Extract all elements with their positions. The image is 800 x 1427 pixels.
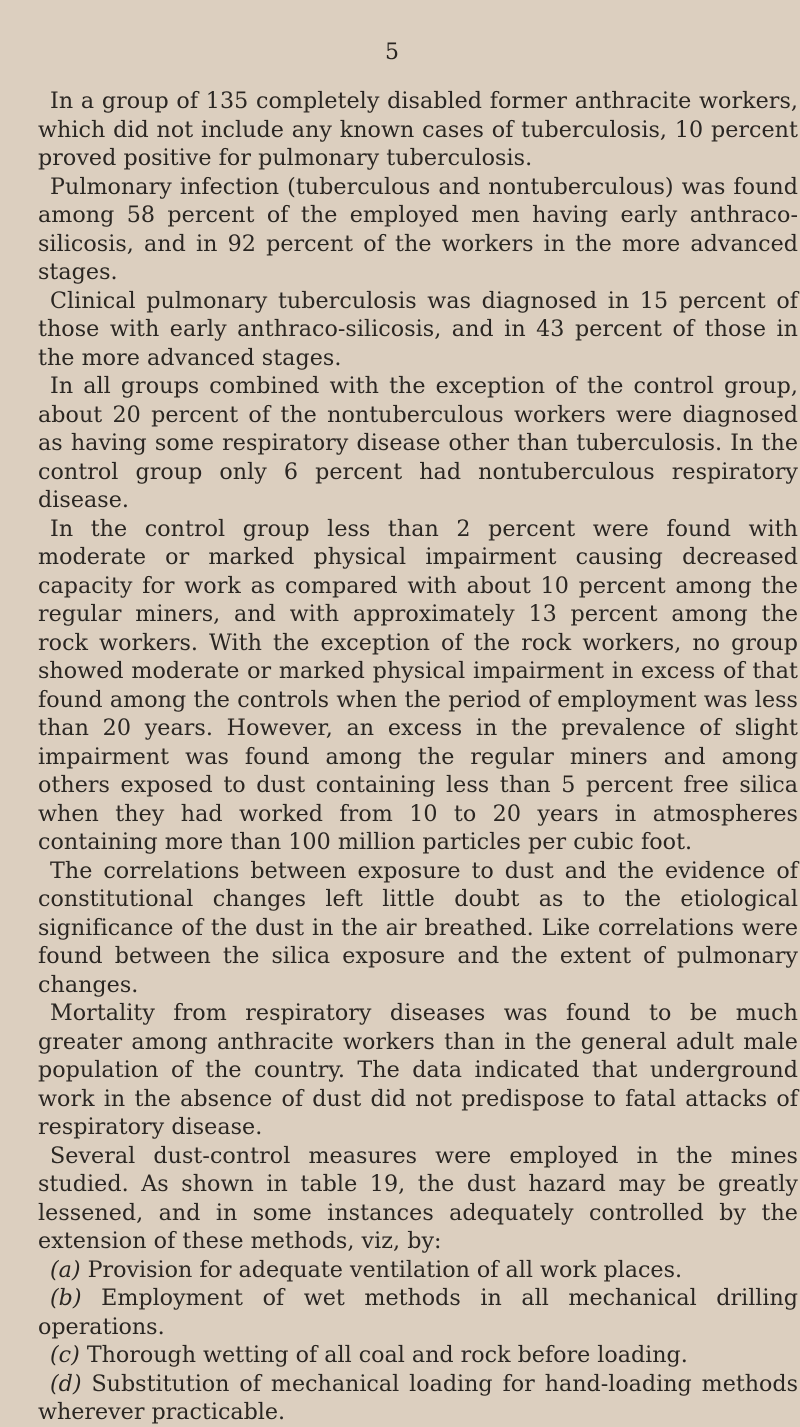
list-item-label: (d) — [50, 1370, 82, 1397]
list-item-label: (b) — [50, 1285, 82, 1311]
paragraph: Pulmonary infection (tuberculous and nontuberculous) was found among 58 percent of the employed men having early anthraco-silicosis, and in 92 percent of the workers in the more advanced stages. — [38, 173, 798, 285]
list-item — [38, 1370, 798, 1427]
list-item — [38, 1341, 798, 1370]
paragraph: The correlations between exposure to dust and the evidence of constitutional changes left little doubt as to the etiological significance of the dust in the air breathed. Like correlations were found between the silica exposure and the extent of pulmonary changes. — [38, 857, 798, 998]
list-item-text: Substitution of mechanical loading for hand-loading methods wherever practicable. — [38, 1370, 798, 1425]
list-item-text: Provision for adequate ventilation of all work places. — [87, 1256, 683, 1283]
list-item-text: Employment of wet methods in all mechanical drilling operations. — [38, 1285, 798, 1340]
paragraph: Clinical pulmonary tuberculosis was diagnosed in 15 percent of those with early anthraco-silicosis, and in 43 percent of those in the more advanced stages. — [38, 287, 798, 371]
list-item-label: (a) — [50, 1256, 81, 1283]
paragraph: In a group of 135 completely disabled former anthracite workers, which did not include any known cases of tuberculosis, 10 percent proved positive for pulmonary tuberculosis. — [38, 88, 798, 171]
list-item — [38, 1284, 798, 1341]
paragraph: In all groups combined with the exception of the control group, about 20 percent of the nontuberculous workers were diagnosed as having some respiratory disease other than tuberculosis. In the control group only 6 percent had nontuberculous respiratory disease. — [38, 373, 798, 513]
paragraph: Several dust-control measures were employed in the mines studied. As shown in table 19, the dust hazard may be greatly lessened, and in some instances adequately controlled by the extension of these methods, viz, by: — [38, 1142, 798, 1254]
list-item-text: Thorough wetting of all coal and rock before loading. — [86, 1342, 688, 1368]
page-number: 5 — [385, 40, 399, 65]
list-item — [38, 1256, 798, 1285]
list-item-label: (c) — [50, 1342, 80, 1368]
body-text — [38, 87, 798, 1427]
paragraph: In the control group less than 2 percent were found with moderate or marked physical impairment causing decreased capacity for work as compared with about 10 percent among the regular miners, and with approximately 13 percent among the rock workers. With the exception of the rock workers, no group showed moderate or marked physical impairment in excess of that found among the controls when the period of employment was less than 20 years. However, an excess in the prevalence of slight impairment was found among the regular miners and among others exposed to dust containing less than 5 percent free silica when they had worked from 10 to 20 years in atmospheres containing more than 100 million particles per cubic foot. — [38, 515, 798, 855]
paragraph: Mortality from respiratory diseases was found to be much greater among anthracite workers than in the general adult male population of the country. The data indicated that underground work in the absence of dust did not predispose to fatal attacks of respiratory disease. — [38, 1000, 798, 1140]
